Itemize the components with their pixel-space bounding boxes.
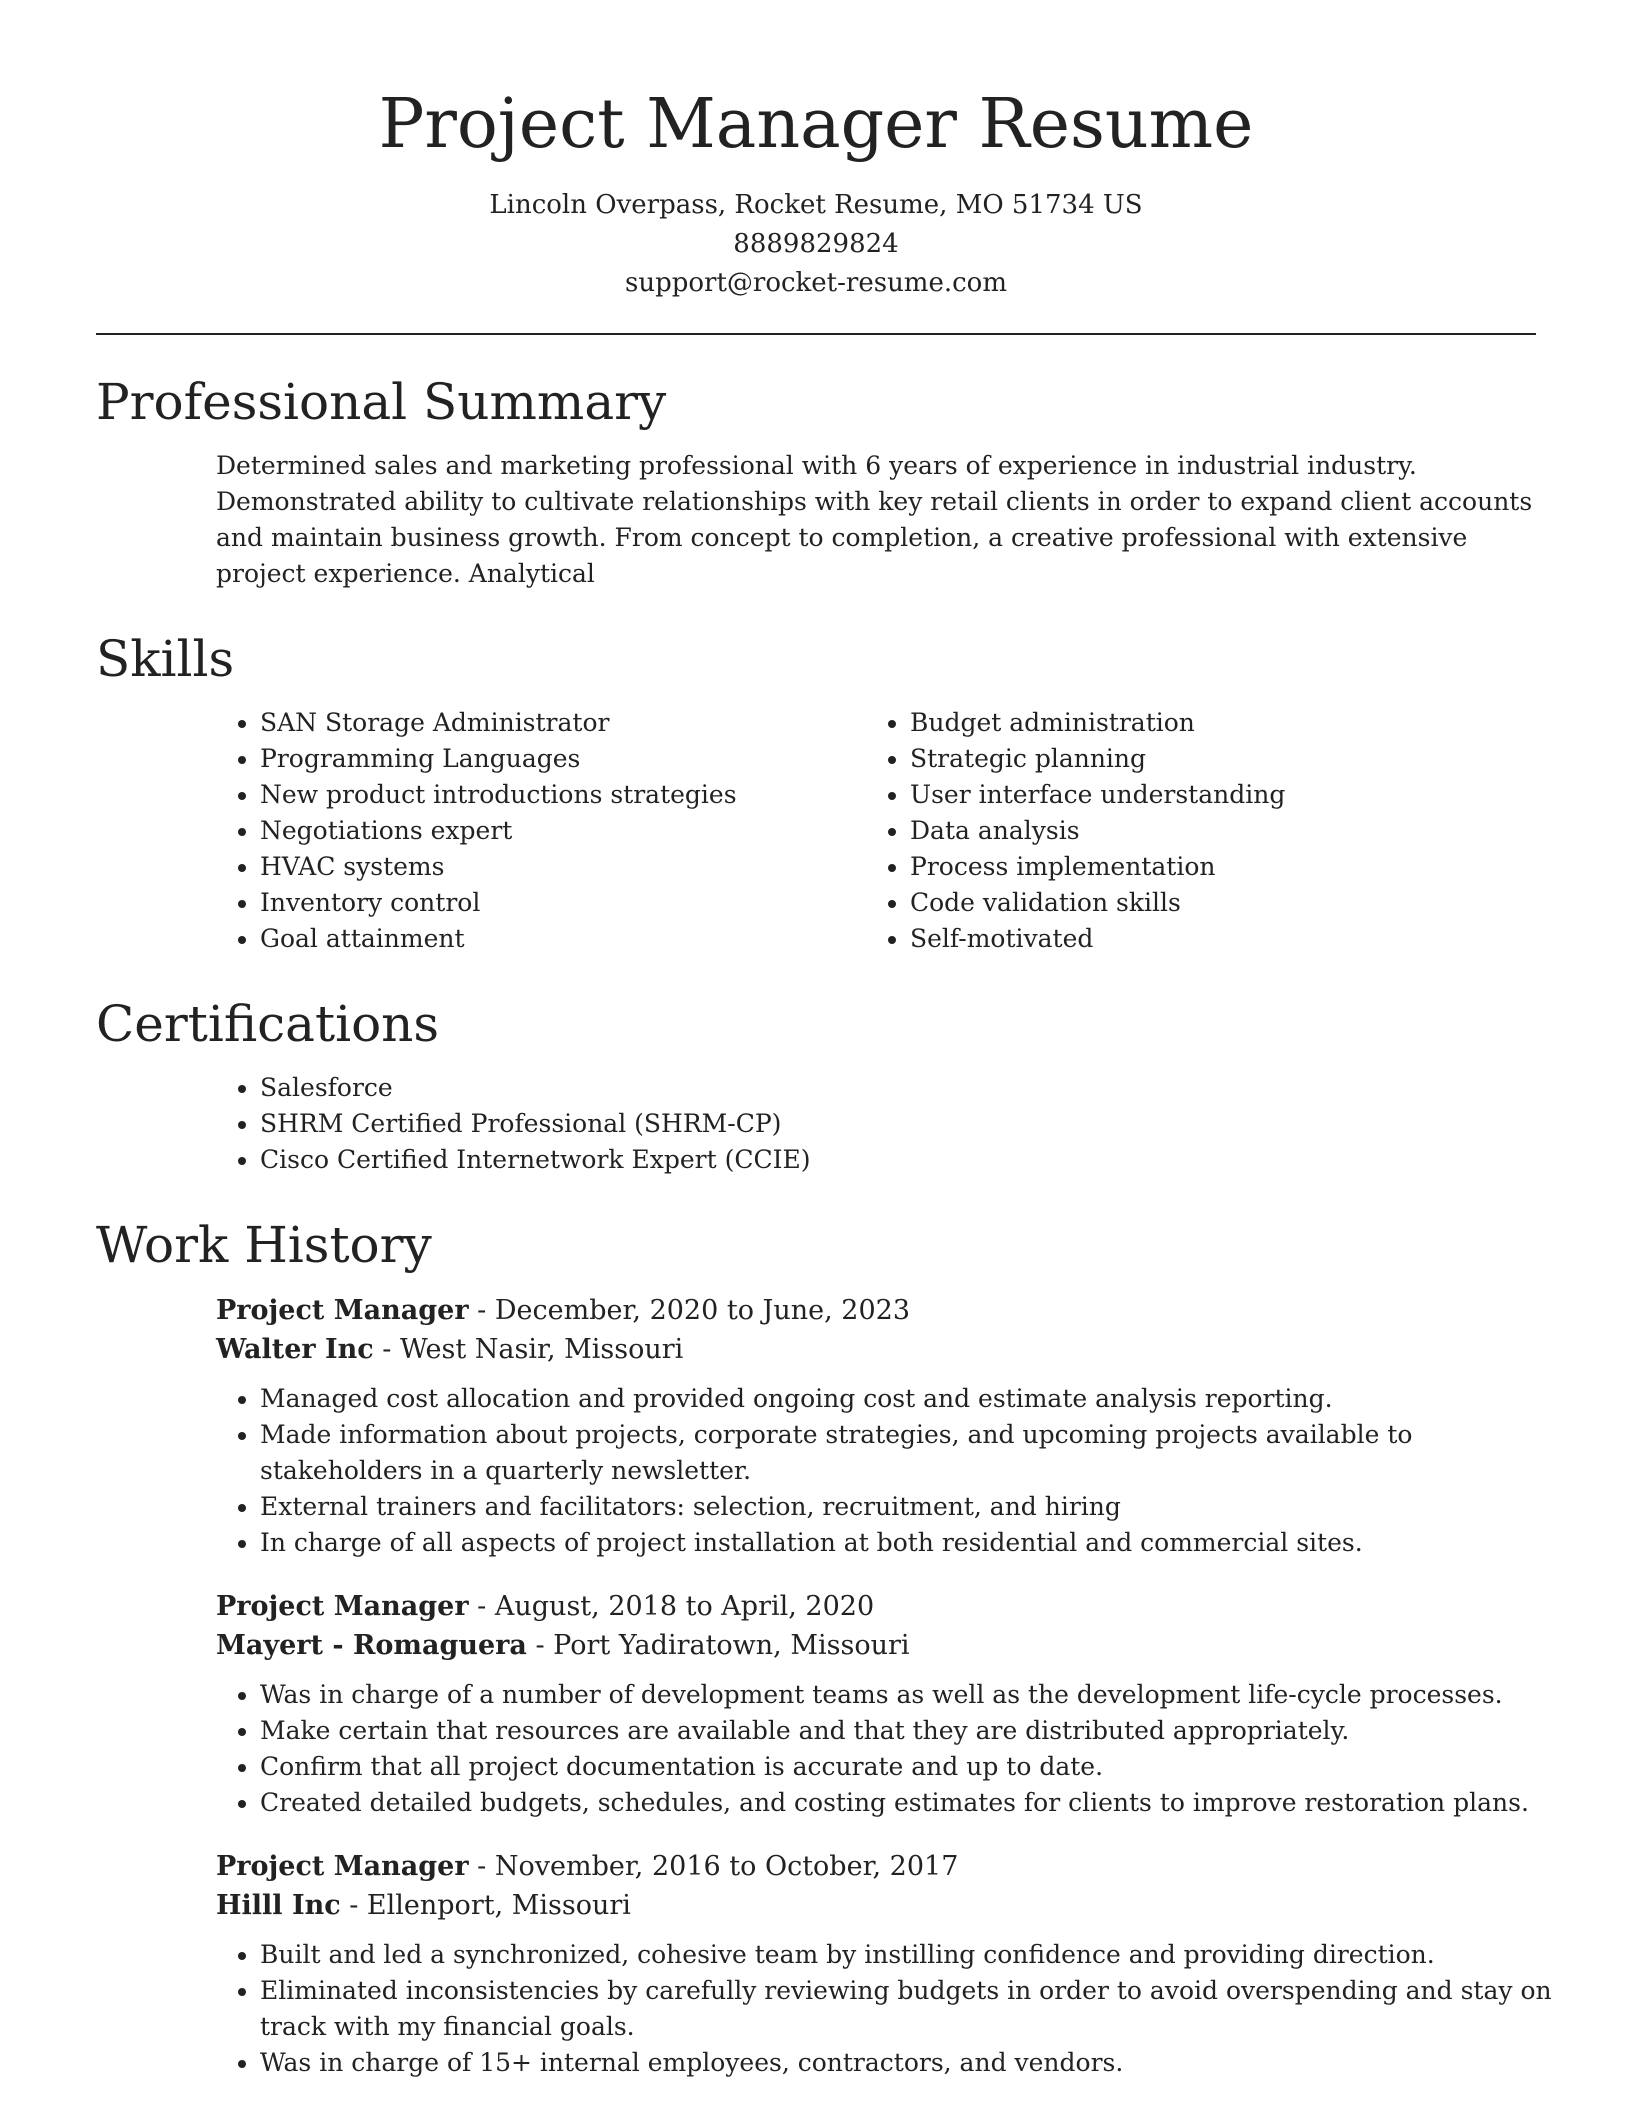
skill-item: • Programming Languages bbox=[260, 741, 866, 777]
certification-item: • Salesforce bbox=[260, 1070, 1536, 1106]
summary-heading: Professional Summary bbox=[96, 373, 667, 432]
job-bullets bbox=[216, 1677, 1580, 1821]
certifications-heading: Certifications bbox=[96, 995, 440, 1054]
skill-item: • Negotiations expert bbox=[260, 813, 866, 849]
job-company: Hilll Inc bbox=[216, 1890, 341, 1922]
job-bullet: • Eliminated inconsistencies by carefully reviewing budgets in order to avoid overspending and stay on track with my financial goals. bbox=[260, 1973, 1580, 2045]
skills-list bbox=[216, 705, 1536, 957]
job-bullet: • Made information about projects, corporate strategies, and upcoming projects available to stakeholders in a quarterly newsletter. bbox=[260, 1417, 1580, 1489]
job-company-line bbox=[216, 1330, 1536, 1369]
job-location: - Port Yadiratown, Missouri bbox=[526, 1630, 910, 1662]
job-bullet: • Confirm that all project documentation is accurate and up to date. bbox=[260, 1749, 1580, 1785]
job-bullets bbox=[216, 1937, 1580, 2081]
job-dates: - December, 2020 to June, 2023 bbox=[468, 1295, 911, 1327]
work-history-heading: Work History bbox=[96, 1216, 432, 1275]
job-bullet: • Was in charge of 15+ internal employees, contractors, and vendors. bbox=[260, 2045, 1580, 2081]
contact-email: support@rocket-resume.com bbox=[624, 268, 1007, 299]
job-bullets bbox=[216, 1381, 1580, 1561]
job-entry bbox=[216, 1847, 1552, 2081]
skill-item: • User interface understanding bbox=[910, 777, 1516, 813]
resume-title: Project Manager Resume bbox=[378, 85, 1254, 164]
job-bullet: • Was in charge of a number of development teams as well as the development life-cycle processes. bbox=[260, 1677, 1580, 1713]
job-entry bbox=[216, 1587, 1536, 1821]
job-role: Project Manager bbox=[216, 1851, 469, 1883]
skill-item: • HVAC systems bbox=[260, 849, 866, 885]
job-company-line bbox=[216, 1626, 1536, 1665]
job-company-line bbox=[216, 1886, 1536, 1925]
job-role: Project Manager bbox=[216, 1295, 469, 1327]
contact-phone: 8889829824 bbox=[733, 229, 899, 260]
skills-heading: Skills bbox=[96, 630, 235, 689]
skill-item: • Data analysis bbox=[910, 813, 1516, 849]
job-bullet: • External trainers and facilitators: selection, recruitment, and hiring bbox=[260, 1489, 1580, 1525]
skill-item: • Self-motivated bbox=[910, 921, 1516, 957]
job-dates: - November, 2016 to October, 2017 bbox=[468, 1851, 959, 1883]
job-role: Project Manager bbox=[216, 1591, 469, 1623]
skill-item: • Strategic planning bbox=[910, 741, 1516, 777]
job-bullet: • Created detailed budgets, schedules, and costing estimates for clients to improve restoration plans. bbox=[260, 1785, 1580, 1821]
job-bullet: • Managed cost allocation and provided ongoing cost and estimate analysis reporting. bbox=[260, 1381, 1580, 1417]
job-company: Walter Inc bbox=[216, 1334, 374, 1366]
resume-header bbox=[96, 0, 1536, 303]
job-bullet: • Built and led a synchronized, cohesive team by instilling confidence and providing direction. bbox=[260, 1937, 1580, 1973]
job-bullet: • In charge of all aspects of project installation at both residential and commercial sites. bbox=[260, 1525, 1580, 1561]
skill-item: • Goal attainment bbox=[260, 921, 866, 957]
job-dates: - August, 2018 to April, 2020 bbox=[468, 1591, 875, 1623]
header-divider bbox=[96, 333, 1536, 335]
certification-item: • SHRM Certified Professional (SHRM-CP) bbox=[260, 1106, 1536, 1142]
job-title-line bbox=[216, 1587, 1536, 1626]
skills-column-right bbox=[866, 705, 1516, 957]
contact-address: Lincoln Overpass, Rocket Resume, MO 51734 US bbox=[489, 190, 1143, 221]
skill-item: • Process implementation bbox=[910, 849, 1516, 885]
skill-item: • Budget administration bbox=[910, 705, 1516, 741]
skill-item: • SAN Storage Administrator bbox=[260, 705, 866, 741]
skill-item: • New product introductions strategies bbox=[260, 777, 866, 813]
job-entry bbox=[216, 1291, 1536, 1561]
skill-item: • Inventory control bbox=[260, 885, 866, 921]
skills-column-left bbox=[216, 705, 866, 957]
skill-item: • Code validation skills bbox=[910, 885, 1516, 921]
job-title-line bbox=[216, 1291, 1536, 1330]
job-company: Mayert - Romaguera bbox=[216, 1630, 527, 1662]
certifications-section bbox=[216, 1070, 1536, 1178]
job-location: - Ellenport, Missouri bbox=[340, 1890, 631, 1922]
summary-section bbox=[216, 448, 1536, 592]
job-location: - West Nasir, Missouri bbox=[373, 1334, 684, 1366]
summary-text: Determined sales and marketing professional with 6 years of experience in industrial industry. Demonstrated ability to cultivate relationships with key retail clients in order to expand client accounts and maintain business growth. From concept to completion, a creative professional with extensive project experience. Analytical bbox=[216, 451, 1533, 589]
resume-page bbox=[96, 0, 1552, 2107]
job-title-line bbox=[216, 1847, 1536, 1886]
certification-item: • Cisco Certified Internetwork Expert (CCIE) bbox=[260, 1142, 1536, 1178]
job-bullet: • Make certain that resources are available and that they are distributed appropriately. bbox=[260, 1713, 1580, 1749]
